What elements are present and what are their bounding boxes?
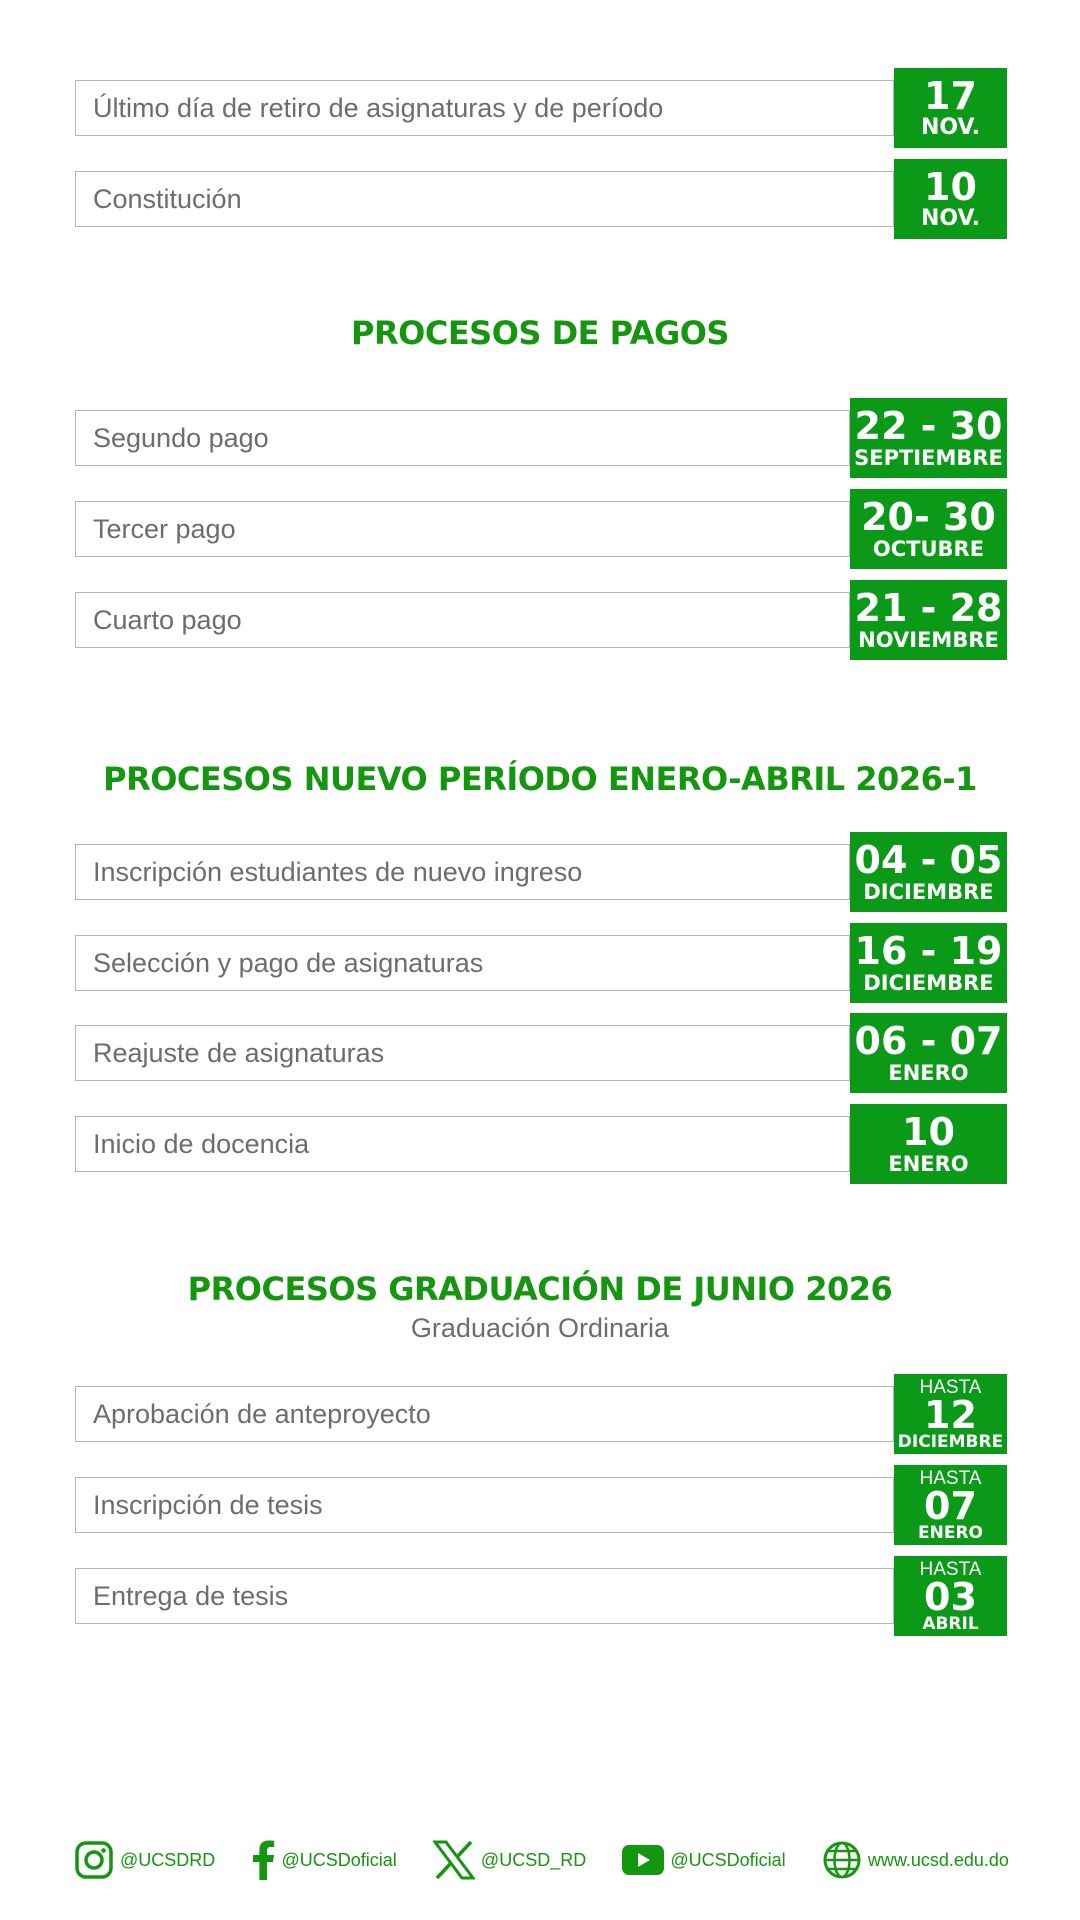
social-x[interactable] [433, 1840, 586, 1880]
date-month: NOV. [920, 115, 981, 140]
instagram-icon [74, 1840, 114, 1880]
date-day: 03 [924, 1574, 977, 1619]
social-handle: @UCSDoficial [670, 1849, 786, 1870]
event-label: Selección y pago de asignaturas [75, 935, 850, 991]
date-day: 17 [924, 74, 977, 118]
event-row [75, 398, 1007, 478]
social-footer [74, 1838, 1009, 1882]
date-badge [894, 1374, 1007, 1454]
date-range: 16 - 19 [854, 929, 1003, 973]
event-row [75, 1013, 1007, 1093]
date-month: ENERO [888, 1152, 969, 1176]
date-badge [894, 1465, 1007, 1545]
event-label: Entrega de tesis [75, 1568, 894, 1624]
facebook-icon [251, 1840, 275, 1880]
date-month: DICIEMBRE [897, 1431, 1004, 1452]
event-row [75, 159, 1007, 239]
event-label: Segundo pago [75, 410, 850, 466]
date-range: 04 - 05 [854, 838, 1003, 882]
date-badge [850, 923, 1007, 1003]
event-row [75, 489, 1007, 569]
section-title-nuevo-periodo: PROCESOS NUEVO PERÍODO ENERO-ABRIL 2026-1 [103, 760, 977, 798]
date-range: 20- 30 [861, 495, 996, 539]
social-web[interactable] [822, 1840, 1009, 1880]
event-label: Inicio de docencia [75, 1116, 850, 1172]
social-facebook[interactable] [251, 1840, 396, 1880]
date-badge [894, 159, 1007, 239]
date-month: ENERO [918, 1522, 983, 1543]
social-handle: @UCSDRD [120, 1849, 216, 1870]
date-month: DICIEMBRE [863, 971, 994, 995]
date-badge [850, 398, 1007, 478]
date-range: 21 - 28 [854, 586, 1003, 630]
section-subtitle: Graduación Ordinaria [410, 1313, 670, 1343]
x-icon [433, 1840, 475, 1880]
date-month: OCTUBRE [872, 537, 985, 561]
social-handle: @UCSDoficial [281, 1849, 397, 1870]
event-row [75, 68, 1007, 148]
date-badge [850, 489, 1007, 569]
date-prefix: HASTA [919, 1376, 982, 1398]
event-label: Tercer pago [75, 501, 850, 557]
section-title-pagos: PROCESOS DE PAGOS [351, 314, 729, 352]
date-badge [850, 580, 1007, 660]
date-badge [850, 832, 1007, 912]
date-month: DICIEMBRE [863, 880, 994, 904]
event-row [75, 832, 1007, 912]
date-prefix: HASTA [919, 1467, 982, 1489]
event-row [75, 580, 1007, 660]
event-row [75, 923, 1007, 1003]
event-row [75, 1104, 1007, 1184]
event-label: Aprobación de anteproyecto [75, 1386, 894, 1442]
date-range: 22 - 30 [854, 404, 1003, 448]
date-month: ABRIL [922, 1613, 979, 1634]
date-badge [894, 68, 1007, 148]
date-prefix: HASTA [919, 1558, 982, 1580]
date-day: 10 [924, 165, 977, 209]
social-youtube[interactable] [622, 1845, 785, 1875]
youtube-icon [622, 1845, 664, 1875]
globe-icon [822, 1840, 862, 1880]
event-label: Reajuste de asignaturas [75, 1025, 850, 1081]
social-instagram[interactable] [74, 1840, 215, 1880]
event-label: Inscripción estudiantes de nuevo ingreso [75, 844, 850, 900]
date-month: ENERO [888, 1061, 969, 1085]
event-row [75, 1465, 1007, 1545]
date-day: 10 [902, 1110, 955, 1154]
social-handle: @UCSD_RD [480, 1849, 587, 1870]
event-label: Constitución [75, 171, 894, 227]
section-title-graduacion: PROCESOS GRADUACIÓN DE JUNIO 2026 [187, 1270, 893, 1308]
event-label: Cuarto pago [75, 592, 850, 648]
date-range: 06 - 07 [854, 1019, 1003, 1063]
date-month: SEPTIEMBRE [854, 446, 1003, 470]
date-badge [850, 1104, 1007, 1184]
event-row [75, 1556, 1007, 1636]
date-month: NOVIEMBRE [858, 628, 999, 652]
event-label: Último día de retiro de asignaturas y de período [75, 80, 894, 136]
date-day: 07 [924, 1483, 977, 1528]
social-handle: www.ucsd.edu.do [867, 1849, 1009, 1870]
date-badge [894, 1556, 1007, 1636]
event-row [75, 1374, 1007, 1454]
date-day: 12 [924, 1392, 977, 1437]
date-month: NOV. [920, 206, 981, 231]
date-badge [850, 1013, 1007, 1093]
event-label: Inscripción de tesis [75, 1477, 894, 1533]
